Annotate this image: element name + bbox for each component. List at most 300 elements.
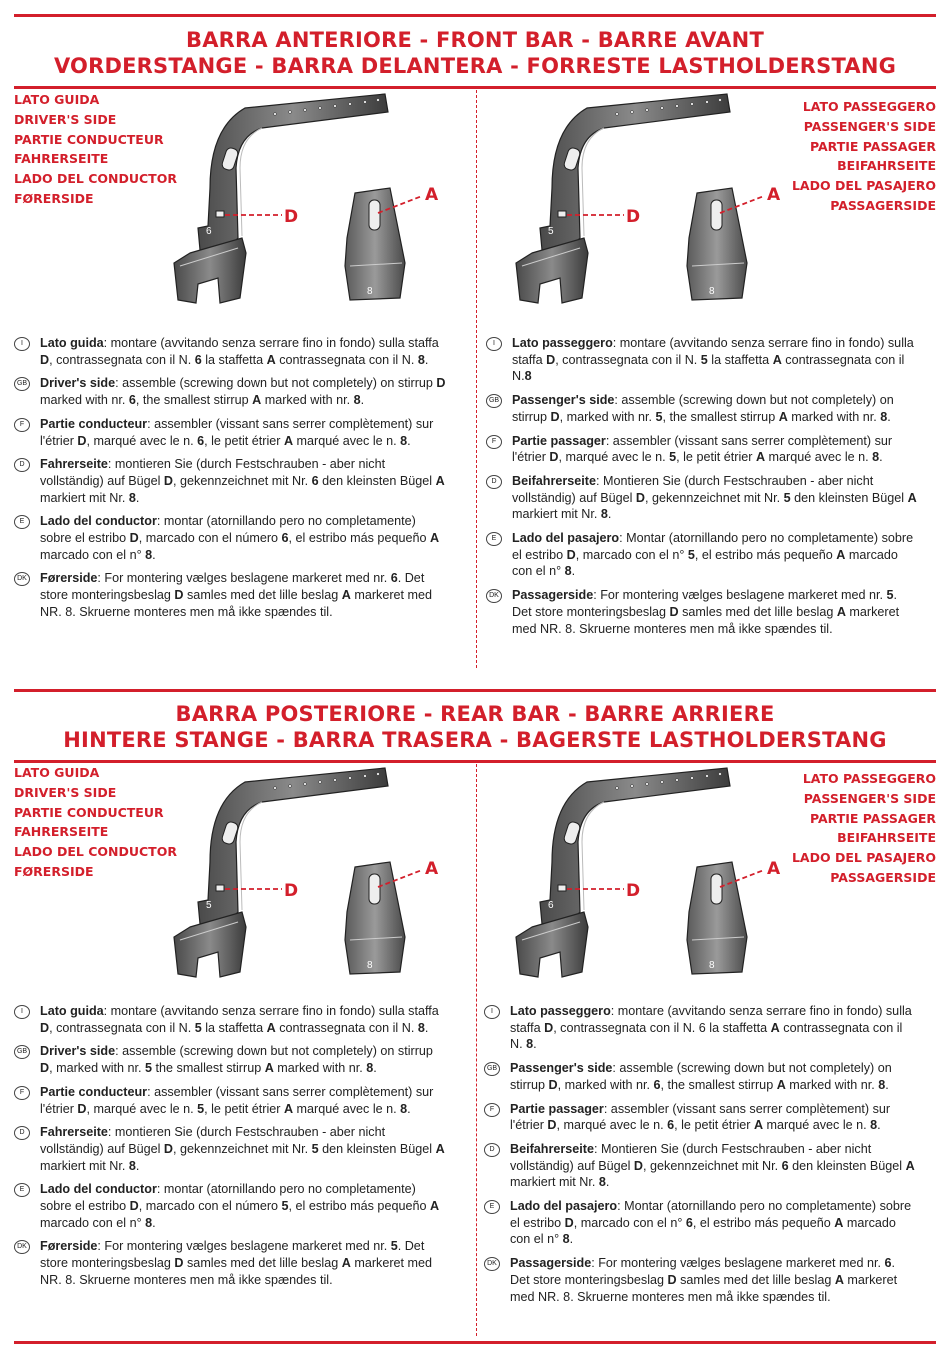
language-code-badge: I — [14, 1005, 30, 1019]
instruction-text: A — [252, 393, 262, 408]
instruction-item — [486, 473, 918, 523]
instruction-text: . — [373, 1061, 377, 1076]
instruction-text: D — [550, 409, 560, 424]
language-code-badge: E — [486, 532, 502, 546]
instruction-text: , le petit étrier — [674, 1118, 754, 1133]
instruction-item — [14, 416, 446, 449]
callout-a: A — [767, 185, 781, 205]
instruction-item — [14, 456, 446, 506]
instruction-text: . — [879, 450, 883, 465]
instruction-text: marcado con el n° — [40, 1215, 146, 1230]
instruction-text: markeret med NR. 8. Skruerne monteres men må ikke spændes til. — [40, 1256, 433, 1287]
stirrup-a-shape — [345, 862, 405, 974]
instruction-item — [486, 392, 918, 425]
instruction-text: 8 — [872, 450, 880, 465]
instruction-text: den kleinsten Bügel — [318, 473, 436, 488]
instruction-lead: Driver's side — [40, 376, 116, 391]
instruction-item — [486, 530, 918, 580]
instruction-text: 8 — [400, 433, 408, 448]
instruction-text: 6 — [653, 1077, 661, 1092]
instruction-text: D — [548, 1077, 558, 1092]
instruction-text: D — [129, 531, 139, 546]
instruction-text: 5 — [390, 1239, 398, 1254]
instruction-text: markiert mit Nr. — [510, 1175, 599, 1190]
callout-d: D — [284, 207, 299, 227]
instruction-text: . — [135, 490, 140, 505]
instruction-text: , contrassegnata con il N. — [49, 1020, 195, 1035]
instruction-text: D — [40, 352, 50, 367]
language-code-badge: I — [484, 1005, 500, 1019]
language-code-badge: GB — [486, 394, 502, 408]
instruction-text: : assemble (screwing down but not completely) on stirrup — [115, 376, 437, 391]
instruction-text: , contrassegnata con il N. 6 la staffetta — [553, 1020, 771, 1035]
instruction-text: 6 — [781, 1158, 789, 1173]
language-code-badge: F — [486, 435, 502, 449]
instruction-lead: Partie passager — [512, 433, 606, 448]
instruction-text: . — [360, 393, 365, 408]
bracket-illustration-svg — [150, 88, 450, 318]
instruction-text: marqué avec le n. — [293, 433, 401, 448]
instruction-text: marcado con el n° — [40, 547, 146, 562]
instruction-lead: Fahrerseite — [40, 1125, 108, 1140]
instruction-text: : assemble (screwing down but not completely) on stirrup — [512, 393, 894, 424]
instruction-text: D — [547, 1118, 557, 1133]
instruction-text: . — [569, 1232, 574, 1247]
instruction-text: 8 — [128, 490, 136, 505]
bracket-illustration-svg — [492, 762, 792, 992]
instruction-text: , marcado con el número — [138, 531, 282, 546]
section-2-driver-instructions — [14, 1003, 446, 1296]
instruction-text: . — [135, 1158, 140, 1173]
instruction-text: , the smallest stirrup — [135, 393, 253, 408]
instruction-text: A — [776, 1077, 786, 1092]
instruction-item — [486, 433, 918, 466]
instruction-text: 6 — [685, 1215, 693, 1230]
instruction-text: D — [436, 376, 446, 391]
instruction-text: samles med det lille beslag — [183, 1256, 342, 1271]
instruction-text: markiert mit Nr. — [512, 507, 601, 522]
instruction-text: D — [77, 433, 87, 448]
instruction-text: A — [435, 1141, 445, 1156]
instruction-lead: Lato guida — [40, 1004, 104, 1018]
instruction-text: 5 — [783, 490, 791, 505]
stirrup-a-number: 8 — [367, 960, 373, 971]
instruction-text: samles med det lille beslag — [678, 604, 837, 619]
instruction-text: , le petit étrier — [676, 450, 756, 465]
stirrup-a-shape — [345, 188, 405, 300]
stirrup-a-number: 8 — [709, 286, 715, 297]
instruction-text: : montare (avvitando senza serrare fino in fondo) sulla staffa — [103, 336, 439, 350]
instruction-text: . — [152, 1215, 156, 1230]
instruction-item — [14, 1084, 446, 1117]
instruction-text: 6 — [311, 473, 319, 488]
section-2-title-line-1: BARRA POSTERIORE - REAR BAR - BARRE ARRIERE — [175, 702, 775, 726]
instruction-text: contrassegnata con il N. — [275, 352, 418, 367]
instruction-text: , marqué avec le n. — [86, 1101, 198, 1116]
instruction-text: D — [566, 547, 576, 562]
instruction-text: 8 — [353, 393, 361, 408]
language-code-badge: E — [14, 1183, 30, 1197]
language-code-badge: I — [486, 337, 502, 351]
instruction-text: A — [772, 352, 782, 367]
instruction-text: , marqué avec le n. — [86, 433, 198, 448]
instruction-text: A — [905, 1158, 915, 1173]
instruction-text: A — [834, 1272, 844, 1287]
instruction-item — [14, 1238, 446, 1288]
instruction-item — [14, 335, 446, 368]
instruction-text: . Det store monteringsbeslag — [512, 588, 898, 619]
instruction-text: D — [174, 1256, 184, 1271]
instruction-text: . — [877, 1118, 881, 1133]
instruction-text: : assembler (vissant sans serrer complètement) sur l'étrier — [40, 416, 434, 448]
stirrup-a-number: 8 — [367, 286, 373, 297]
language-code-badge: F — [484, 1103, 500, 1117]
language-code-badge: GB — [484, 1062, 500, 1076]
instruction-text: : assembler (vissant sans serrer complètement) sur l'étrier — [512, 433, 893, 465]
instruction-text: . — [424, 1020, 429, 1035]
instruction-text: D — [549, 450, 559, 465]
instruction-text: . — [571, 564, 576, 579]
instruction-text: : montare (avvitando senza serrare fino in fondo) sulla staffa — [512, 336, 914, 367]
instruction-text: markeret med NR. 8. Skruerne monteres men må ikke spændes til. — [40, 588, 433, 619]
instruction-text: 5 — [655, 409, 663, 424]
instruction-text: . — [152, 547, 156, 562]
bracket-illustration-svg — [492, 88, 792, 318]
instruction-text: . — [407, 1101, 411, 1116]
instruction-text: contrassegnata con il N. — [275, 1020, 418, 1035]
section-1-title-line-2: VORDERSTANGE - BARRA DELANTERA - FORRESTE LASTHOLDERSTANG — [53, 54, 897, 78]
instruction-text: marked with nr. — [785, 1077, 879, 1092]
instruction-text: markiert mit Nr. — [40, 1158, 129, 1173]
instruction-lead: Lado del pasajero — [510, 1199, 618, 1214]
instruction-text: A — [264, 1061, 274, 1076]
instruction-text: D — [40, 1061, 50, 1076]
instruction-text: 8 — [880, 409, 888, 424]
instruction-text: , marcado con el n° — [573, 1215, 686, 1230]
instruction-lead: Lado del conductor — [40, 514, 157, 529]
instruction-text: 8 — [564, 564, 572, 579]
instruction-text: 5 — [886, 588, 894, 603]
instruction-text: A — [266, 1020, 276, 1035]
instruction-text: . — [424, 352, 429, 367]
language-code-badge: D — [486, 475, 502, 489]
instruction-text: : For montering vælges beslagene markeret med nr. — [97, 1239, 391, 1254]
instruction-item — [484, 1003, 916, 1053]
language-code-badge: DK — [484, 1257, 500, 1271]
instruction-item — [486, 335, 918, 385]
top-rule — [14, 14, 936, 17]
instruction-lead: Beifahrerseite — [510, 1141, 594, 1156]
section-2-divider — [476, 764, 477, 1336]
section-1-divider — [476, 90, 477, 668]
instruction-text: den kleinsten Bügel — [318, 1141, 436, 1156]
instruction-lead: Lato guida — [40, 336, 104, 350]
instruction-text: . — [607, 507, 612, 522]
instruction-text: contrassegnata con il N. — [512, 352, 905, 384]
instruction-text: 6 — [197, 433, 205, 448]
instruction-text: . — [407, 433, 411, 448]
instruction-text: , marked with nr. — [559, 409, 656, 424]
instruction-text: : assemble (screwing down but not completely) on stirrup — [510, 1061, 892, 1092]
language-code-badge: I — [14, 337, 30, 351]
instruction-text: . Det store monteringsbeslag — [40, 571, 425, 603]
instruction-text: 8 — [598, 1175, 606, 1190]
instruction-text: 8 — [878, 1077, 886, 1092]
instruction-text: : Montieren Sie (durch Festschrauben - aber nicht vollständig) auf Bügel — [512, 473, 874, 505]
bracket-illustration-svg — [150, 762, 450, 992]
instruction-item — [14, 570, 446, 620]
section-1-driver-labels: LATO GUIDA DRIVER'S SIDE PARTIE CONDUCTEUR FAHRERSEITE LADO DEL CONDUCTOR FØRERSIDE — [14, 92, 177, 206]
language-code-badge: F — [14, 418, 30, 432]
instruction-item — [484, 1101, 916, 1134]
instruction-text: . — [887, 409, 891, 424]
stirrup-a-shape — [687, 188, 747, 300]
language-code-badge: E — [14, 515, 30, 529]
instruction-text: : For montering vælges beslagene markeret med nr. — [97, 571, 391, 586]
instruction-text: 5 — [194, 1020, 202, 1035]
instruction-text: A — [907, 490, 917, 505]
language-code-badge: GB — [14, 377, 30, 391]
instruction-item — [484, 1198, 916, 1248]
instruction-text: , the smallest stirrup — [660, 1077, 777, 1092]
instruction-text: , el estribo más pequeño — [694, 547, 837, 562]
language-code-badge: E — [484, 1200, 500, 1214]
instruction-text: 8 — [870, 1118, 878, 1133]
instruction-lead: Lato passeggero — [510, 1004, 611, 1018]
instruction-text: A — [435, 473, 445, 488]
instruction-text: 8 — [417, 1020, 425, 1035]
instruction-text: D — [129, 1199, 139, 1214]
instruction-text: den kleinsten Bügel — [790, 490, 908, 505]
instruction-text: den kleinsten Bügel — [788, 1158, 906, 1173]
instruction-text: : Montieren Sie (durch Festschrauben - aber nicht vollständig) auf Bügel — [510, 1141, 872, 1173]
instruction-text: A — [755, 450, 766, 465]
section-1-passenger-illustration — [492, 88, 792, 323]
instruction-text: A — [778, 409, 788, 424]
language-code-badge: D — [14, 458, 30, 472]
callout-d: D — [626, 207, 641, 227]
instruction-text: : montare (avvitando senza serrare fino in fondo) sulla staffa — [103, 1004, 439, 1018]
bracket-d-number: 5 — [548, 226, 554, 237]
instruction-lead: Fahrerseite — [40, 457, 108, 472]
instruction-lead: Førerside — [40, 1239, 98, 1254]
instruction-text: 5 — [700, 352, 708, 367]
bracket-d-number: 6 — [548, 900, 554, 911]
instruction-text: marked with nr. — [40, 393, 129, 408]
instruction-text: : assembler (vissant sans serrer complètement) sur l'étrier — [510, 1101, 891, 1133]
instruction-text: A — [283, 433, 294, 448]
language-code-badge: D — [14, 1126, 30, 1140]
instruction-text: A — [770, 1020, 780, 1035]
instruction-text: D — [174, 588, 184, 603]
callout-a: A — [767, 859, 781, 879]
callout-a: A — [425, 185, 439, 205]
instruction-lead: Passenger's side — [512, 393, 615, 408]
language-code-badge: D — [484, 1143, 500, 1157]
instruction-text: : assemble (screwing down but not completely) on stirrup — [115, 1044, 433, 1059]
instruction-text: , el estribo más pequeño — [692, 1215, 835, 1230]
stirrup-a-shape — [687, 862, 747, 974]
section-1-driver-illustration — [150, 88, 450, 323]
instruction-text: , marqué avec le n. — [558, 450, 670, 465]
instruction-text: marked with nr. — [787, 409, 881, 424]
instruction-item — [14, 1003, 446, 1036]
instruction-text: 8 — [562, 1232, 570, 1247]
instruction-text: A — [429, 1199, 440, 1214]
instruction-text: 6 — [194, 352, 202, 367]
instruction-lead: Passagerside — [510, 1256, 592, 1271]
section-2-driver-labels: LATO GUIDA DRIVER'S SIDE PARTIE CONDUCTEUR FAHRERSEITE LADO DEL CONDUCTOR FØRERSIDE — [14, 765, 177, 879]
instruction-text: samles med det lille beslag — [676, 1272, 835, 1287]
instruction-text: : montieren Sie (durch Festschrauben - aber nicht vollständig) auf Bügel — [40, 457, 386, 488]
instruction-text: 6 — [390, 571, 398, 586]
instruction-text: : montar (atornillando pero no completamente) sobre el estribo — [40, 514, 416, 546]
instruction-text: . — [533, 1037, 537, 1052]
instruction-item — [14, 513, 446, 563]
instruction-text: 8 — [417, 352, 425, 367]
instruction-text: A — [341, 588, 351, 603]
instruction-text: marcado con el n° — [510, 1215, 896, 1247]
instruction-text: 8 — [600, 507, 608, 522]
instruction-item — [14, 375, 446, 408]
instruction-text: markeret med NR. 8. Skruerne monteres men må ikke spændes til. — [510, 1272, 898, 1304]
instruction-text: . — [605, 1175, 610, 1190]
language-code-badge: F — [14, 1086, 30, 1100]
instruction-text: 5 — [687, 547, 695, 562]
instruction-text: D — [669, 604, 679, 619]
instruction-text: : assembler (vissant sans serrer complètement) sur l'étrier — [40, 1084, 434, 1116]
instruction-text: : montare (avvitando senza serrare fino in fondo) sulla staffa — [510, 1004, 912, 1035]
stirrup-a-number: 8 — [709, 960, 715, 971]
instruction-text: , marked with nr. — [49, 1061, 145, 1076]
instruction-text: : Montar (atornillando pero no completamente) sobre el estribo — [512, 531, 914, 562]
instruction-text: 8 — [526, 1037, 534, 1052]
instruction-item — [14, 1124, 446, 1174]
instruction-text: marcado con el n° — [512, 547, 898, 579]
instruction-lead: Passagerside — [512, 588, 594, 603]
language-code-badge: DK — [14, 572, 30, 586]
instruction-text: markiert mit Nr. — [40, 490, 129, 505]
section-1-driver-instructions — [14, 335, 446, 628]
bracket-d-number: 5 — [206, 900, 212, 911]
instruction-text: la staffetta — [707, 352, 773, 367]
instruction-item — [14, 1181, 446, 1231]
instruction-text: D — [77, 1101, 87, 1116]
instruction-text: D — [546, 352, 556, 367]
instruction-lead: Førerside — [40, 571, 98, 586]
instruction-text: A — [836, 604, 846, 619]
language-code-badge: DK — [14, 1240, 30, 1254]
bracket-d-number: 6 — [206, 226, 212, 237]
instruction-text: A — [341, 1256, 351, 1271]
section-2-title-line-2: HINTERE STANGE - BARRA TRASERA - BAGERSTE LASTHOLDERSTANG — [63, 728, 887, 752]
instruction-lead: Lado del pasajero — [512, 531, 620, 546]
instruction-text: marked with nr. — [261, 393, 354, 408]
instruction-item — [484, 1060, 916, 1093]
instruction-item — [14, 1043, 446, 1076]
instruction-text: 5 — [197, 1101, 205, 1116]
instruction-lead: Passenger's side — [510, 1061, 613, 1076]
instruction-text: D — [163, 1141, 174, 1156]
instruction-text: : montieren Sie (durch Festschrauben - aber nicht vollständig) auf Bügel — [40, 1125, 386, 1156]
instruction-text: 6 — [884, 1256, 892, 1271]
instruction-text: A — [836, 547, 846, 562]
instruction-lead: Lato passeggero — [512, 336, 613, 350]
instruction-item — [484, 1255, 916, 1305]
instruction-text: marqué avec le n. — [763, 1118, 871, 1133]
section-2-passenger-illustration — [492, 762, 792, 997]
instruction-text: marqué avec le n. — [293, 1101, 401, 1116]
section-2-passenger-labels: LATO PASSEGGERO PASSENGER'S SIDE PARTIE PASSAGER BEIFAHRSEITE LADO DEL PASAJERO PASSAGERSIDE — [791, 771, 936, 885]
instruction-text: , contrassegnata con il N. — [555, 352, 701, 367]
section-1-passenger-labels: LATO PASSEGGERO PASSENGER'S SIDE PARTIE PASSAGER BEIFAHRSEITE LADO DEL PASAJERO PASSAGERSIDE — [791, 99, 936, 213]
instruction-item — [486, 587, 918, 637]
instruction-text: la staffetta — [201, 352, 267, 367]
instruction-text: marked with nr. — [273, 1061, 367, 1076]
section-1-title-line-1: BARRA ANTERIORE - FRONT BAR - BARRE AVANT — [186, 28, 764, 52]
instruction-text: A — [834, 1215, 844, 1230]
instruction-text: , contrassegnata con il N. — [49, 352, 195, 367]
instruction-text: 5 — [311, 1141, 319, 1156]
instruction-text: , gekennzeichnet mit Nr. — [643, 1158, 782, 1173]
instruction-lead: Lado del conductor — [40, 1182, 157, 1197]
instruction-text: , gekennzeichnet mit Nr. — [173, 1141, 312, 1156]
instruction-text: , gekennzeichnet mit Nr. — [173, 473, 312, 488]
instruction-text: : For montering vælges beslagene markeret med nr. — [591, 1256, 885, 1271]
instruction-text: : montar (atornillando pero no completamente) sobre el estribo — [40, 1182, 416, 1214]
instruction-text: D — [163, 473, 174, 488]
instruction-text: A — [753, 1118, 764, 1133]
instruction-text: , le petit étrier — [204, 1101, 284, 1116]
instruction-text: the smallest stirrup — [152, 1061, 265, 1076]
callout-d: D — [284, 881, 299, 901]
instruction-text: 8 — [366, 1061, 374, 1076]
instruction-text: markeret med NR. 8. Skruerne monteres men må ikke spændes til. — [512, 604, 900, 636]
instruction-text: 5 — [281, 1199, 289, 1214]
instruction-text: 5 — [669, 450, 677, 465]
instruction-text: A — [283, 1101, 294, 1116]
instruction-text: contrassegnata con il N. — [510, 1020, 903, 1052]
instruction-item — [484, 1141, 916, 1191]
instruction-text: , marqué avec le n. — [556, 1118, 668, 1133]
instruction-text: la staffetta — [201, 1020, 267, 1035]
instruction-text: . Det store monteringsbeslag — [40, 1239, 425, 1271]
instruction-text: , the smallest stirrup — [662, 409, 779, 424]
callout-a: A — [425, 859, 439, 879]
instruction-text: D — [667, 1272, 677, 1287]
instruction-text: 8 — [524, 369, 532, 384]
instruction-text: 6 — [667, 1118, 675, 1133]
instruction-text: 6 — [128, 393, 136, 408]
bottom-rule — [14, 1341, 936, 1344]
instruction-text: , el estribo más pequeño — [288, 531, 430, 546]
instruction-lead: Beifahrerseite — [512, 473, 596, 488]
instruction-text: D — [635, 490, 646, 505]
instruction-lead: Partie conducteur — [40, 416, 148, 431]
instruction-text: D — [40, 1020, 50, 1035]
language-code-badge: DK — [486, 589, 502, 603]
section-2-passenger-instructions — [484, 1003, 916, 1312]
instruction-text: : For montering vælges beslagene markeret med nr. — [593, 588, 887, 603]
instruction-lead: Partie conducteur — [40, 1084, 148, 1099]
instruction-text: A — [266, 352, 276, 367]
instruction-text: , marcado con el n° — [575, 547, 688, 562]
instruction-text: D — [633, 1158, 644, 1173]
instruction-text: 8 — [145, 547, 153, 562]
instruction-lead: Driver's side — [40, 1044, 116, 1059]
instruction-text: . Det store monteringsbeslag — [510, 1256, 896, 1287]
instruction-text: D — [564, 1215, 574, 1230]
